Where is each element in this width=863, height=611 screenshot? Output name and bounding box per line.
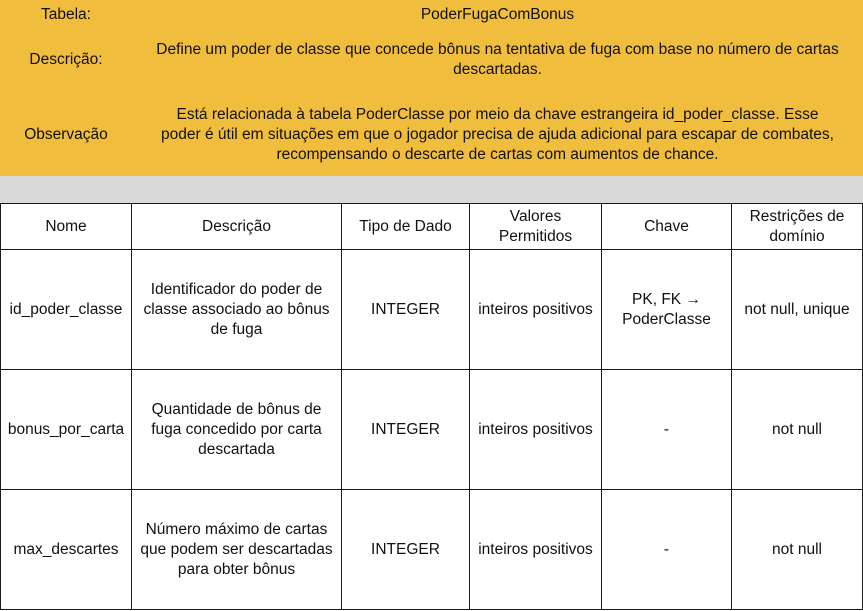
descricao-label: Descrição: — [29, 51, 103, 68]
cell-valores-permitidos: inteiros positivos — [470, 250, 602, 370]
meta-row-tabela — [0, 0, 863, 30]
cell-tipo-de-dado: INTEGER — [342, 490, 470, 610]
cell-chave: PK, FK → PoderClasse — [602, 250, 732, 370]
cell-tipo-de-dado: INTEGER — [342, 370, 470, 490]
cell-nome: bonus_por_carta — [1, 370, 132, 490]
tabela-label: Tabela: — [41, 6, 91, 23]
cell-valores-permitidos: inteiros positivos — [470, 370, 602, 490]
cell-restricoes: not null — [732, 490, 863, 610]
cell-nome: id_poder_classe — [1, 250, 132, 370]
cell-descricao: Identificador do poder de classe associado ao bônus de fuga — [132, 250, 342, 370]
observacao-text: Está relacionada à tabela PoderClasse por meio da chave estrangeira id_poder_classe. Esse poder é útil em situações em que o jogador precisa de ajuda adicional para escapar de combates, recompensando o descarte de cartas com aumentos de chance. — [161, 106, 834, 163]
observacao-label: Observação — [24, 126, 108, 143]
table-row — [1, 370, 863, 490]
columns-header-row — [1, 204, 863, 250]
cell-restricoes: not null, unique — [732, 250, 863, 370]
meta-row-descricao — [0, 30, 863, 90]
columns-table — [0, 203, 863, 610]
header-nome: Nome — [1, 204, 132, 250]
cell-tipo-de-dado: INTEGER — [342, 250, 470, 370]
header-valores-permitidos: Valores Permitidos — [470, 204, 602, 250]
table-row — [1, 490, 863, 610]
cell-nome: max_descartes — [1, 490, 132, 610]
header-tipo-de-dado: Tipo de Dado — [342, 204, 470, 250]
header-chave: Chave — [602, 204, 732, 250]
cell-valores-permitidos: inteiros positivos — [470, 490, 602, 610]
descricao-text: Define um poder de classe que concede bônus na tentativa de fuga com base no número de cartas descartadas. — [156, 41, 839, 78]
cell-descricao: Quantidade de bônus de fuga concedido por carta descartada — [132, 370, 342, 490]
header-descricao: Descrição — [132, 204, 342, 250]
header-restricoes-de-dominio: Restrições de domínio — [732, 204, 863, 250]
cell-descricao: Número máximo de cartas que podem ser descartadas para obter bônus — [132, 490, 342, 610]
table-row — [1, 250, 863, 370]
cell-restricoes: not null — [732, 370, 863, 490]
tabela-name: PoderFugaComBonus — [420, 6, 575, 23]
cell-chave: - — [602, 370, 732, 490]
separator-band — [0, 176, 863, 203]
cell-chave: - — [602, 490, 732, 610]
meta-row-observacao — [0, 96, 863, 174]
table-metadata-section — [0, 0, 863, 176]
